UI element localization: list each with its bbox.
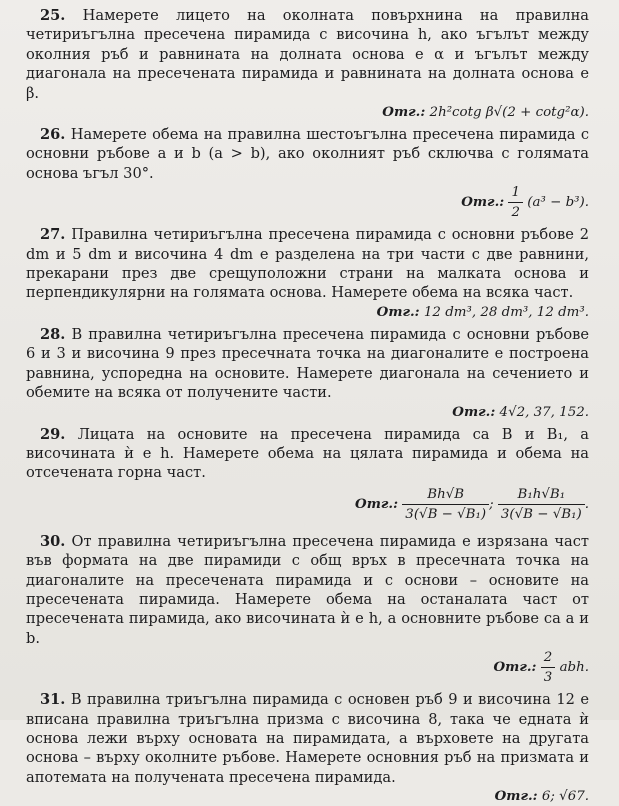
problem-26 <box>26 125 589 222</box>
problem-number: 25. <box>40 7 66 24</box>
problem-number: 26. <box>40 126 66 144</box>
problem-28 <box>26 325 589 422</box>
problem-number: 30. <box>40 532 66 550</box>
fraction-numerator: 1 <box>508 183 523 203</box>
fraction-denominator: 3(√B − √B₁) <box>500 506 582 522</box>
answer <box>26 787 589 806</box>
answer <box>26 485 589 524</box>
problem-number: 27. <box>40 226 66 244</box>
problem-text: Намерете лицето на околната повърхнина на правилна четириъгълна пресечена пирамида с височина h, ако ъгълът между околния ръб и равнината на долната основа е α и ъгълът между диагонала на пресечената пирамида и равнината на долната основа е β. <box>26 7 589 102</box>
problem-text: От правилна четириъгълна пресечена пирамида е изрязана част във формата на две пирамиди с общ връх в пресечната точка на диагоналите на пресечената пирамида и с основи – основите на пресечената пирамида. Намерете обема на останалата част от пресечената пирамида, ако височината ѝ е h, а основните ръбове са a и b. <box>26 532 589 647</box>
answer-label: Отг.: <box>461 194 505 211</box>
problem-text: В правилна четириъгълна пресечена пирамида с основни ръбове 6 и 3 и височина 9 през пресечната точка на диагоналите е построена равнина, успоредна на основите. Намерете диагонала на сечението и обемите на всяка от получените части. <box>26 325 589 402</box>
answer-label: Отг.: <box>452 403 496 420</box>
answer-label: Отг.: <box>382 104 426 121</box>
problem-number: 29. <box>40 425 66 443</box>
fraction-denominator: 3(√B − √B₁) <box>405 506 487 522</box>
fraction-numerator: Bh√B <box>402 485 489 505</box>
answer-label: Отг.: <box>376 303 420 320</box>
answer <box>26 303 589 322</box>
answer <box>26 183 589 222</box>
answer-value: 12 dm³, 28 dm³, 12 dm³. <box>423 304 589 320</box>
problem-31 <box>26 690 589 806</box>
problem-text: Лицата на основите на пресечена пирамида са B и B₁, а височината ѝ е h. Намерете обема на цялата пирамида и обема на отсечената горна част. <box>26 425 589 482</box>
problem-29 <box>26 425 589 524</box>
answer <box>26 648 589 687</box>
fraction-denominator: 3 <box>543 670 553 686</box>
problem-text: В правилна триъгълна пирамида с основен ръб 9 и височина 12 е вписана правилна триъгълна призма с височина 8, така че едната ѝ основа лежи върху основата на пирамидата, а върховете на другата основа – върху околните ръбове. Намерете основния ръб на призмата и апотемата на получената пресечена пирамида. <box>26 691 589 786</box>
problem-number: 28. <box>40 325 66 343</box>
answer-label: Отг.: <box>355 495 399 512</box>
answer-fraction <box>541 648 556 687</box>
answer-value: 4√2, 37, 152. <box>499 404 589 420</box>
answer-separator: ; <box>489 496 494 512</box>
answer <box>26 403 589 422</box>
answer-value: 2h²cotg β√(2 + cotg²α). <box>429 105 589 121</box>
answer <box>26 103 589 122</box>
fraction-numerator: B₁h√B₁ <box>498 485 585 505</box>
problem-text: Правилна четириъгълна пресечена пирамида с основни ръбове 2 dm и 5 dm и височина 4 dm е разделена на три части с две равнини, прекарани през две срещуположни страни на малката основа и перпендикулярни на голямата основа. Намерете обема на всяка част. <box>26 226 589 302</box>
problem-27 <box>26 225 589 322</box>
problem-30 <box>26 532 589 687</box>
answer-value: (a³ − b³). <box>527 195 589 211</box>
answer-label: Отг.: <box>493 659 537 676</box>
answer-fraction <box>508 183 523 222</box>
answer-end: . <box>584 496 589 512</box>
fraction-denominator: 2 <box>511 205 520 221</box>
problem-text: Намерете обема на правилна шестоъгълна пресечена пирамида с основни ръбове a и b (a > b), ако околният ръб сключва с голямата основа ъгъл 30°. <box>26 126 589 182</box>
fraction-numerator: 2 <box>541 648 556 668</box>
answer-fraction-top-part <box>498 485 585 524</box>
problem-25 <box>26 6 589 122</box>
answer-value: abh. <box>559 660 589 676</box>
answer-value: 6; √67. <box>541 789 589 805</box>
answer-label: Отг.: <box>494 788 538 805</box>
answer-fraction-whole <box>402 485 489 524</box>
problem-number: 31. <box>40 691 66 709</box>
